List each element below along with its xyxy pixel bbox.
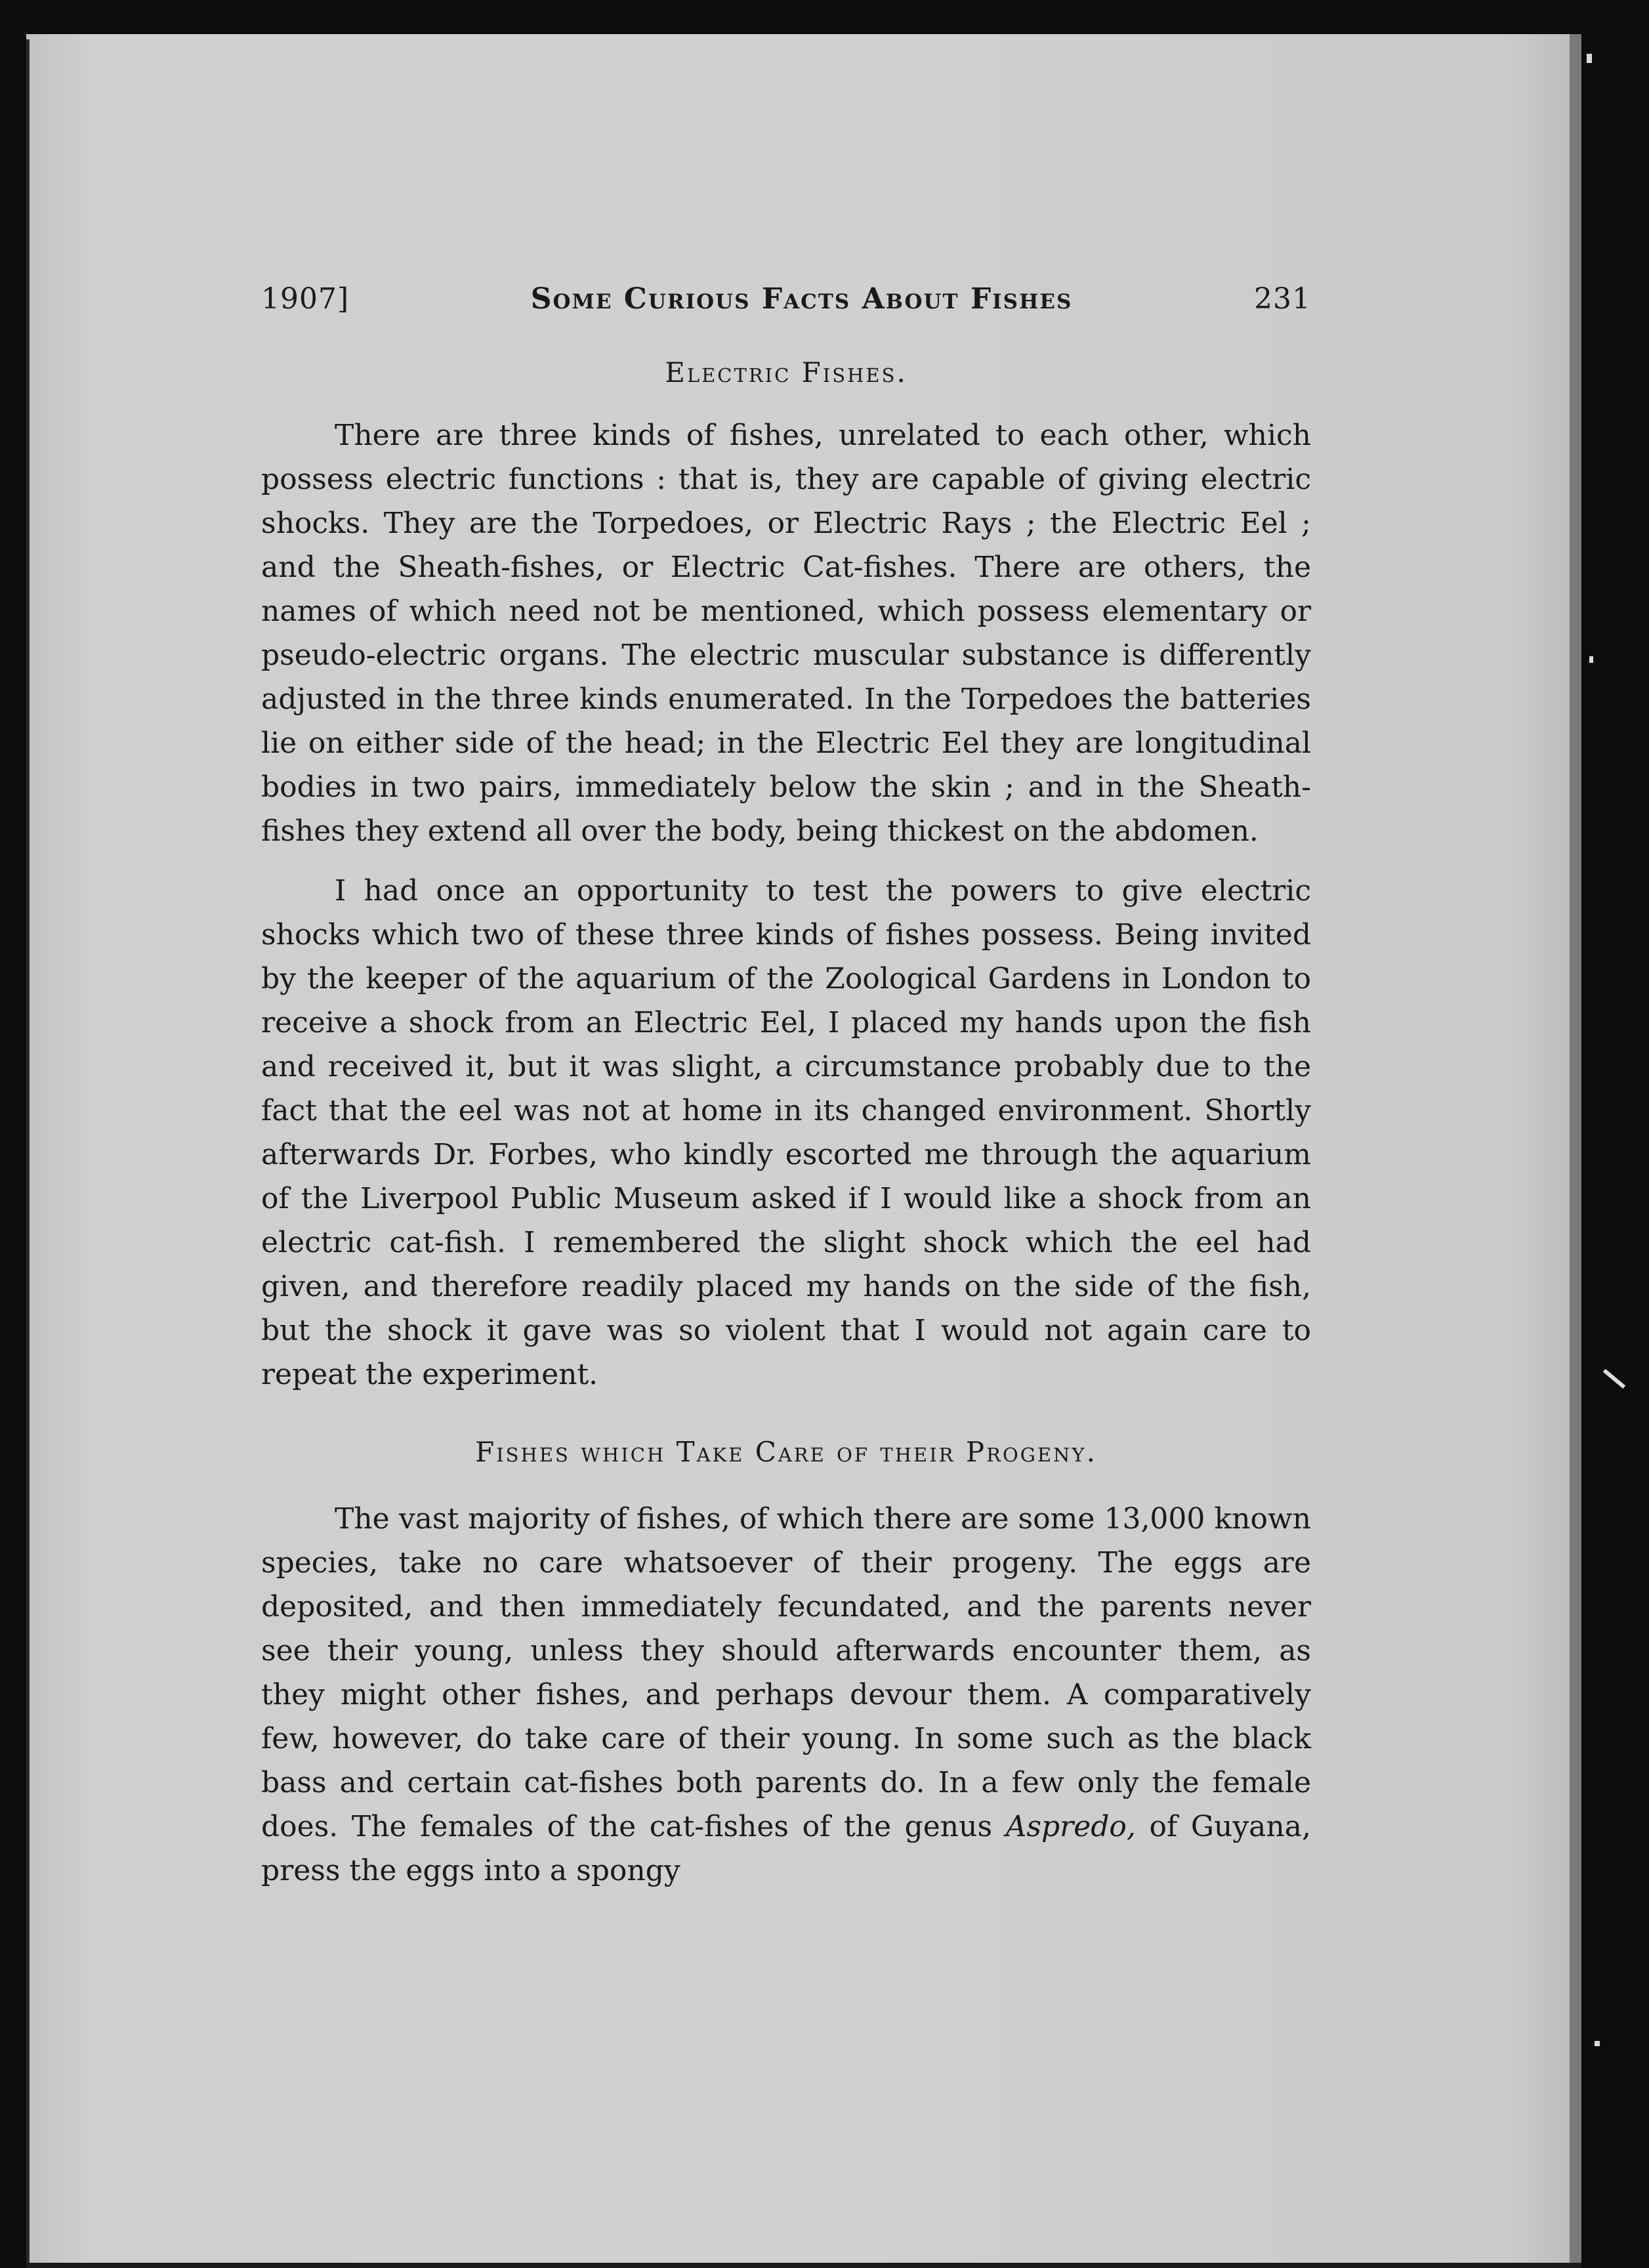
- genus-name: Aspredo,: [1005, 1810, 1136, 1843]
- page-right-edge: [1570, 34, 1581, 2265]
- header-year: 1907]: [261, 282, 350, 316]
- scan-speck: [1587, 54, 1592, 63]
- page-gutter-edge: [26, 39, 30, 2264]
- paragraph: [261, 1497, 1311, 1893]
- running-head: [261, 282, 1311, 316]
- page-number: 231: [1254, 282, 1311, 316]
- page-bottom-edge: [26, 2263, 1581, 2268]
- page-text: [261, 282, 1311, 1908]
- scan-speck: [1595, 2041, 1600, 2046]
- section-heading-electric-fishes: Electric Fishes.: [665, 356, 908, 388]
- paragraph-tail: of Guyana, press the eggs into a spongy: [261, 1810, 1311, 1887]
- scan-speck: [1589, 656, 1593, 663]
- paragraph: I had once an opportunity to test the powers to give electric shocks which two of these three kinds of fishes possess. Being invited by the keeper of the aquarium of the Zoological Gardens in London to receive a shock from an Electric Eel, I placed my hands upon the fish and received it, but it was slight, a circumstance probably due to the fact that the eel was not at home in its changed environment. Shortly afterwards Dr. Forbes, who kindly escorted me through the aquarium of the Liverpool Public Museum asked if I would like a shock from an electric cat-fish. I remembered the slight shock which the eel had given, and therefore readily placed my hands on the side of the fish, but the shock it gave was so violent that I would not again care to repeat the experiment.: [261, 874, 1311, 1391]
- paragraph-text: The vast majority of fishes, of which there are some 13,000 known species, take no care whatsoever of their progeny. The eggs are deposited, and then immediately fecundated, and the parents never see their young, unless they should afterwards encounter them, as they might other fishes, and perhaps devour them. A comparatively few, however, do take care of their young. In some such as the black bass and certain cat-fishes both parents do. In a few only the female does. The females of the cat-fishes of the genus: [261, 1502, 1311, 1843]
- header-title: Some Curious Facts About Fishes: [530, 282, 1073, 316]
- section-heading-progeny: Fishes which Take Care of their Progeny.: [475, 1436, 1097, 1468]
- paragraph: There are three kinds of fishes, unrelated to each other, which possess electric functions : that is, they are capable of giving electric shocks. They are the Torpedoes, or Electric Rays ; the Electric Eel ; and the Sheath-fishes, or Electric Cat-fishes. There are others, the names of which need not be mentioned, which possess elementary or pseudo-electric organs. The electric muscular substance is differently adjusted in the three kinds enumerated. In the Torpedoes the batteries lie on either side of the head; in the Electric Eel they are longitudinal bodies in two pairs, immediately below the skin ; and in the Sheath-fishes they extend all over the body, being thickest on the abdomen.: [261, 419, 1311, 848]
